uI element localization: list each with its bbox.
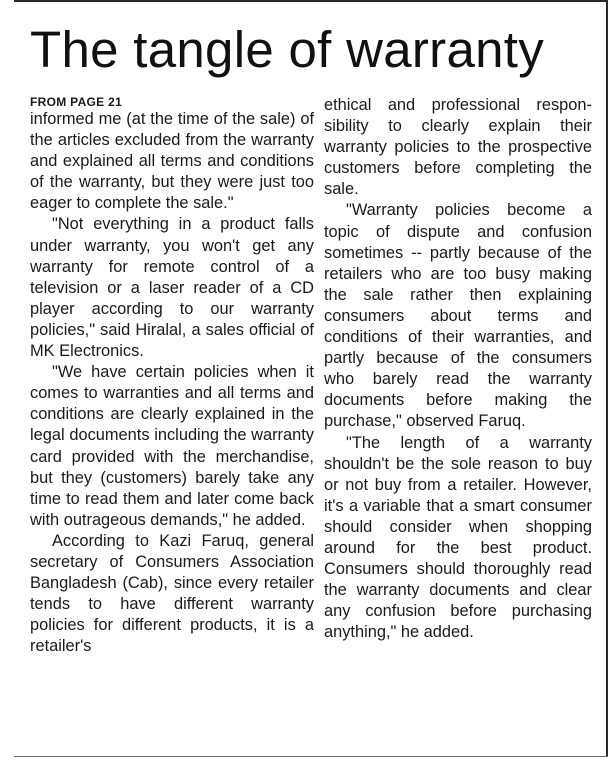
right-border-rule xyxy=(606,0,608,757)
body-paragraph: ethical and professional responsibility to clearly explain their warranty policies to the prospective customers before completing the sale. xyxy=(324,96,592,199)
right-text-column xyxy=(324,95,592,643)
body-paragraph: "Warranty policies become a topic of dispute and confusion sometimes -- partly because of the retailers who are too busy making the sale rather then explaining consumers about terms and conditions of their warranties, and partly because of the consumers who barely read the warranty documents before making the purchase," observed Faruq. xyxy=(324,201,592,431)
body-paragraph: According to Kazi Faruq, general secretary of Consumers Association Bangladesh (Cab), since every retailer tends to have different warranty policies for different products, it is a retailer's xyxy=(30,531,314,656)
jump-line: FROM PAGE 21 xyxy=(30,95,123,109)
article-headline: The tangle of warranty xyxy=(30,21,545,78)
body-paragraph: "The length of a warranty shouldn't be the sole reason to buy or not buy from a retailer. However, it's a variable that a smart consumer should consider when shopping around for the best product. Consumers should thoroughly read the warranty documents and clear any confusion before purchasing anything," he added. xyxy=(324,433,592,642)
body-paragraph: "Not everything in a product falls under warranty, you won't get any warranty for remote control of a television or a laser reader of a CD player according to our warranty policies," said Hiralal, a sales official of MK Electronics. xyxy=(30,215,314,361)
left-text-column xyxy=(30,95,314,657)
newspaper-clipping xyxy=(14,0,608,774)
top-border-rule xyxy=(14,0,608,2)
body-paragraph: "We have certain policies when it comes to warranties and all terms and conditions are clearly explained in the legal documents including the warranty card provided with the merchandise, but they (customers) barely take any time to read them and later come back with outrageous demands," he added. xyxy=(30,363,314,529)
body-paragraph: informed me (at the time of the sale) of the articles excluded from the warranty and explained all terms and conditions of the warranty, but they were just too eager to complete the sale." xyxy=(30,110,314,213)
bottom-border-rule xyxy=(14,756,608,757)
